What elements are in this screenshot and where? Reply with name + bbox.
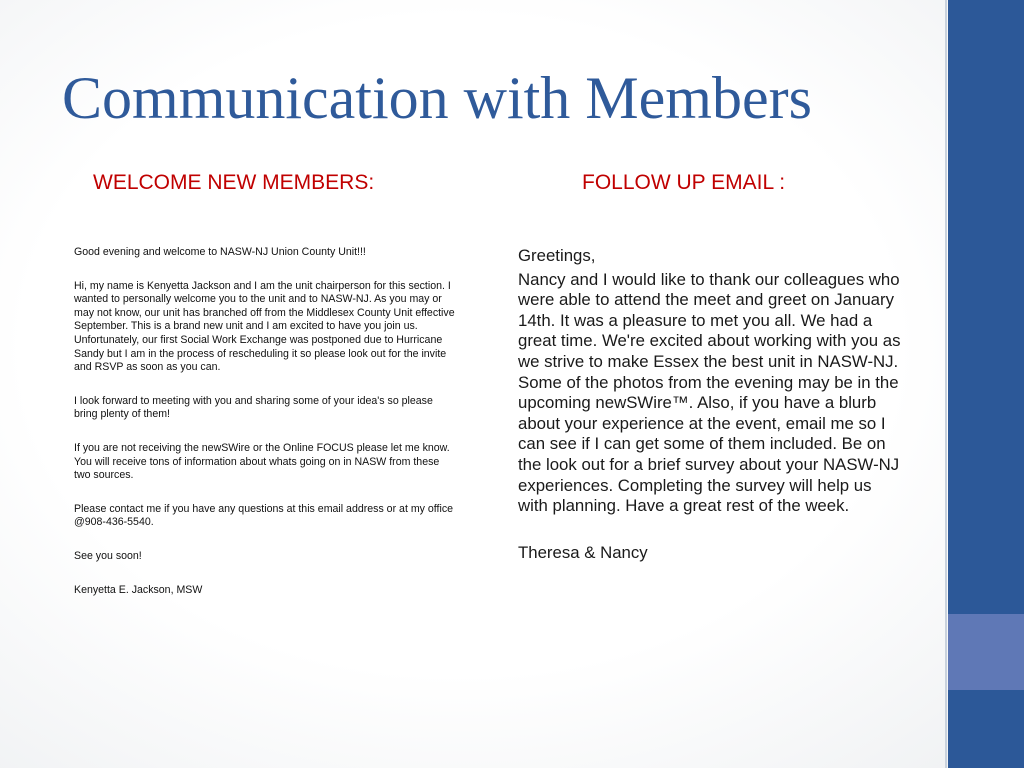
welcome-paragraph: Please contact me if you have any questions at this email address or at my office @908-436-5540.	[74, 502, 454, 529]
welcome-heading: WELCOME NEW MEMBERS:	[93, 171, 375, 194]
slide-title: Communication with Members	[62, 65, 812, 131]
follow-up-heading: FOLLOW UP EMAIL :	[582, 171, 786, 194]
welcome-paragraph: Hi, my name is Kenyetta Jackson and I am the unit chairperson for this section. I wanted to personally welcome you to the unit and to NASW-NJ. As you may or may not know, our unit has branched off from the Middlesex County Unit effective September. This is a brand new unit and I am excited to have you join us. Unfortunately, our first Social Work Exchange was postponed due to Hurricane Sandy but I am in the process of rescheduling it so please look out for the invite and RSVP as soon as you can.	[74, 279, 455, 374]
welcome-paragraph: See you soon!	[74, 549, 142, 562]
sidebar-divider	[945, 0, 947, 768]
welcome-letter	[74, 246, 456, 617]
welcome-paragraph: Good evening and welcome to NASW-NJ Union County Unit!!!	[74, 246, 366, 258]
email-signature: Theresa & Nancy	[518, 542, 648, 562]
email-greeting: Greetings,	[518, 246, 596, 265]
sidebar-accent-block	[948, 614, 1024, 690]
follow-up-email	[518, 246, 903, 566]
welcome-paragraph: If you are not receiving the newSWire or the Online FOCUS please let me know. You will receive tons of information about whats going on in NASW from these two sources.	[74, 441, 450, 482]
email-body: Nancy and I would like to thank our colleagues who were able to attend the meet and greet on January 14th. It was a pleasure to met you all. We had a great time. We're excited about working with you as we strive to make Essex the best unit in NASW-NJ. Some of the photos from the evening may be in the upcoming newSWire™. Also, if you have a blurb about your experience at the event, email me so I can see if I can get some of them included. Be on the look out for a brief survey about your NASW-NJ experiences. Completing the survey will help us with planning. Have a great rest of the week.	[518, 269, 901, 516]
welcome-signature: Kenyetta E. Jackson, MSW	[74, 583, 203, 596]
welcome-paragraph: I look forward to meeting with you and sharing some of your idea's so please bring plenty of them!	[74, 394, 433, 421]
